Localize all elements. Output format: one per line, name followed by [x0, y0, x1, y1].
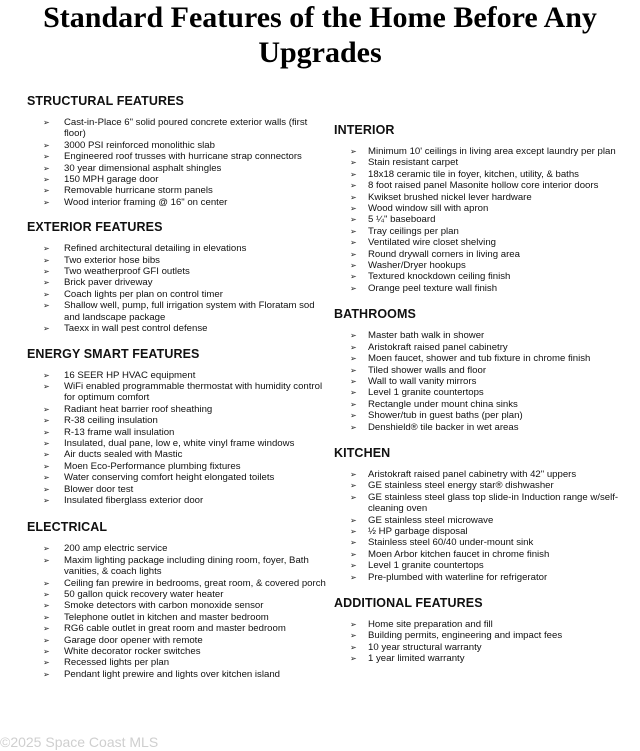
feature-item: [27, 495, 327, 506]
arrow-bullet-icon: ➢: [43, 278, 50, 288]
feature-item: [334, 226, 640, 237]
feature-item: [334, 642, 640, 653]
page-title: [0, 0, 640, 70]
feature-item: [27, 277, 327, 288]
feature-text: Ventilated wire closet shelving: [368, 237, 496, 249]
feature-item: [27, 323, 327, 334]
section-heading: BATHROOMS: [334, 307, 416, 322]
arrow-bullet-icon: ➢: [350, 620, 357, 629]
section-additional-features: [334, 596, 640, 665]
feature-item: [27, 555, 327, 578]
feature-text: Kwikset brushed nickel lever hardware: [368, 191, 532, 203]
arrow-bullet-icon: ➢: [43, 544, 50, 554]
arrow-bullet-icon: ➢: [43, 658, 50, 668]
feature-text: Tray ceilings per plan: [368, 225, 459, 237]
arrow-bullet-icon: ➢: [43, 484, 50, 494]
feature-list: [334, 330, 640, 433]
arrow-bullet-icon: ➢: [43, 255, 50, 265]
feature-item: [334, 180, 640, 191]
feature-list: [27, 543, 327, 680]
feature-text: 5 ¼" baseboard: [368, 214, 436, 226]
feature-item: [27, 151, 327, 162]
feature-item: [334, 271, 640, 282]
feature-item: [27, 415, 327, 426]
section-structural-features: [27, 94, 327, 208]
arrow-bullet-icon: ➢: [43, 461, 50, 471]
feature-item: [27, 185, 327, 196]
arrow-bullet-icon: ➢: [43, 473, 50, 483]
arrow-bullet-icon: ➢: [43, 175, 50, 185]
feature-item: [334, 387, 640, 398]
feature-item: [27, 600, 327, 611]
feature-item: [27, 461, 327, 472]
arrow-bullet-icon: ➢: [350, 515, 357, 525]
section-heading: ADDITIONAL FEATURES: [334, 596, 483, 610]
arrow-bullet-icon: ➢: [350, 169, 357, 179]
feature-text: Coach lights per plan on control timer: [64, 288, 223, 300]
feature-text: 1 year limited warranty: [368, 653, 465, 665]
arrow-bullet-icon: ➢: [350, 215, 357, 225]
arrow-bullet-icon: ➢: [350, 376, 357, 386]
arrow-bullet-icon: ➢: [43, 590, 50, 599]
feature-text: Textured knockdown ceiling finish: [368, 271, 511, 283]
feature-text: GE stainless steel microwave: [368, 514, 494, 526]
feature-text: R-13 frame wall insulation: [64, 426, 175, 438]
arrow-bullet-icon: ➢: [43, 289, 50, 299]
feature-item: [27, 589, 327, 600]
feature-text: Orange peel texture wall finish: [368, 282, 498, 294]
arrow-bullet-icon: ➢: [350, 283, 357, 293]
feature-text: RG6 cable outlet in great room and master bedroom: [64, 623, 286, 635]
arrow-bullet-icon: ➢: [350, 354, 357, 364]
feature-item: [27, 623, 327, 634]
section-bathrooms: [334, 307, 640, 433]
arrow-bullet-icon: ➢: [350, 642, 357, 652]
feature-text: Minimum 10' ceilings in living area except laundry per plan: [368, 146, 616, 157]
section-electrical: [27, 520, 327, 680]
section-heading: ENERGY SMART FEATURES: [27, 346, 200, 361]
feature-item: [334, 376, 640, 387]
feature-item: [334, 480, 640, 491]
feature-item: [334, 526, 640, 537]
feature-item: [27, 657, 327, 668]
feature-text: 16 SEER HP HVAC equipment: [64, 369, 196, 381]
arrow-bullet-icon: ➢: [43, 163, 50, 173]
feature-text: Blower door test: [64, 483, 134, 495]
feature-item: [27, 578, 327, 589]
feature-item: [27, 669, 327, 680]
feature-item: [334, 237, 640, 248]
feature-text: Garage door opener with remote: [64, 634, 203, 646]
feature-item: [27, 404, 327, 415]
section-energy-smart-features: [27, 347, 327, 507]
feature-text: Moen Arbor kitchen faucet in chrome finish: [368, 548, 550, 560]
arrow-bullet-icon: ➢: [43, 118, 50, 127]
feature-text: Aristokraft raised panel cabinetry with 42" uppers: [368, 468, 577, 480]
feature-item: [27, 140, 327, 151]
arrow-bullet-icon: ➢: [350, 538, 357, 548]
feature-text: WiFi enabled programmable thermostat with humidity control for optimum comfort: [64, 380, 323, 404]
feature-item: [27, 472, 327, 483]
feature-item: [27, 484, 327, 495]
feature-text: 8 foot raised panel Masonite hollow core interior doors: [368, 180, 599, 192]
feature-text: Shower/tub in guest baths (per plan): [368, 410, 523, 422]
feature-item: [334, 619, 640, 630]
feature-item: [334, 330, 640, 341]
arrow-bullet-icon: ➢: [350, 411, 357, 421]
feature-item: [334, 283, 640, 294]
feature-item: [27, 381, 327, 404]
arrow-bullet-icon: ➢: [43, 152, 50, 162]
feature-text: Wood window sill with apron: [368, 203, 489, 215]
arrow-bullet-icon: ➢: [43, 404, 50, 414]
arrow-bullet-icon: ➢: [43, 438, 50, 448]
section-heading: KITCHEN: [334, 445, 391, 460]
arrow-bullet-icon: ➢: [43, 612, 50, 622]
feature-list: [334, 469, 640, 583]
feature-item: [334, 399, 640, 410]
feature-item: [27, 612, 327, 623]
feature-text: Pre-plumbed with waterline for refrigerator: [368, 571, 548, 583]
section-heading: EXTERIOR FEATURES: [27, 220, 163, 235]
arrow-bullet-icon: ➢: [43, 324, 50, 334]
feature-text: Two weatherproof GFI outlets: [64, 266, 190, 278]
feature-item: [27, 174, 327, 185]
arrow-bullet-icon: ➢: [43, 555, 50, 565]
arrow-bullet-icon: ➢: [350, 469, 357, 479]
section-interior: [334, 123, 640, 294]
arrow-bullet-icon: ➢: [43, 197, 50, 207]
feature-text: Moen Eco-Performance plumbing fixtures: [64, 460, 241, 472]
feature-item: [334, 653, 640, 664]
feature-text: Level 1 granite countertops: [368, 560, 484, 572]
feature-item: [334, 410, 640, 421]
feature-item: [27, 117, 327, 140]
feature-text: Aristokraft raised panel cabinetry: [368, 341, 508, 353]
section-heading: INTERIOR: [334, 123, 395, 137]
feature-text: 200 amp electric service: [64, 543, 168, 555]
section-heading: STRUCTURAL FEATURES: [27, 94, 184, 108]
feature-text: GE stainless steel energy star® dishwasher: [368, 480, 554, 492]
arrow-bullet-icon: ➢: [350, 388, 357, 398]
arrow-bullet-icon: ➢: [350, 572, 357, 582]
arrow-bullet-icon: ➢: [43, 669, 50, 679]
section-heading: ELECTRICAL: [27, 520, 108, 535]
arrow-bullet-icon: ➢: [350, 492, 357, 502]
feature-item: [27, 449, 327, 460]
arrow-bullet-icon: ➢: [43, 370, 50, 380]
feature-text: Maxim lighting package including dining room, foyer, Bath vanities, & coach lights: [64, 554, 309, 578]
feature-item: [334, 342, 640, 353]
arrow-bullet-icon: ➢: [43, 495, 50, 505]
feature-text: 50 gallon quick recovery water heater: [64, 589, 224, 600]
arrow-bullet-icon: ➢: [350, 654, 357, 664]
feature-item: [27, 243, 327, 254]
feature-item: [27, 646, 327, 657]
section-exterior-features: [27, 220, 327, 334]
arrow-bullet-icon: ➢: [43, 450, 50, 460]
feature-text: Insulated, dual pane, low e, white vinyl frame windows: [64, 437, 295, 449]
feature-text: Rectangle under mount china sinks: [368, 398, 518, 410]
feature-text: Brick paver driveway: [64, 277, 153, 289]
feature-text: Stainless steel 60/40 under-mount sink: [368, 537, 534, 549]
arrow-bullet-icon: ➢: [43, 624, 50, 634]
arrow-bullet-icon: ➢: [350, 631, 357, 641]
feature-text: Shallow well, pump, full irrigation system with Floratam sod and landscape package: [64, 300, 315, 323]
feature-text: Ceiling fan prewire in bedrooms, great room, & covered porch: [64, 577, 326, 589]
feature-item: [334, 560, 640, 571]
arrow-bullet-icon: ➢: [350, 261, 357, 271]
arrow-bullet-icon: ➢: [43, 635, 50, 645]
feature-item: [334, 572, 640, 583]
feature-text: Level 1 granite countertops: [368, 387, 484, 399]
feature-text: Round drywall corners in living area: [368, 248, 520, 260]
feature-text: Tiled shower walls and floor: [368, 364, 487, 376]
arrow-bullet-icon: ➢: [350, 526, 357, 536]
feature-item: [334, 492, 640, 515]
arrow-bullet-icon: ➢: [350, 365, 357, 375]
arrow-bullet-icon: ➢: [350, 561, 357, 571]
arrow-bullet-icon: ➢: [43, 301, 50, 311]
arrow-bullet-icon: ➢: [350, 226, 357, 236]
arrow-bullet-icon: ➢: [43, 647, 50, 657]
arrow-bullet-icon: ➢: [43, 244, 50, 254]
feature-text: Engineered roof trusses with hurricane strap connectors: [64, 151, 302, 163]
feature-item: [27, 289, 327, 300]
left-column: [27, 94, 327, 680]
section-kitchen: [334, 446, 640, 583]
feature-list: [334, 619, 640, 665]
arrow-bullet-icon: ➢: [350, 158, 357, 168]
arrow-bullet-icon: ➢: [350, 249, 357, 259]
feature-text: GE stainless steel glass top slide-in Induction range w/self-cleaning oven: [368, 491, 619, 515]
feature-text: Recessed lights per plan: [64, 657, 170, 669]
feature-text: 150 MPH garage door: [64, 174, 159, 186]
feature-text: ½ HP garbage disposal: [368, 525, 468, 537]
feature-item: [334, 353, 640, 364]
feature-item: [334, 365, 640, 376]
feature-item: [334, 549, 640, 560]
feature-item: [27, 197, 327, 208]
feature-text: Wood interior framing @ 16" on center: [64, 196, 228, 208]
arrow-bullet-icon: ➢: [350, 147, 357, 156]
feature-text: Refined architectural detailing in elevations: [64, 243, 247, 255]
title-line-1: Standard Features of the Home Before Any: [43, 1, 597, 34]
arrow-bullet-icon: ➢: [350, 192, 357, 202]
title-line-2: Upgrades: [258, 36, 382, 69]
feature-item: [27, 427, 327, 438]
arrow-bullet-icon: ➢: [350, 331, 357, 341]
feature-item: [27, 543, 327, 554]
feature-text: White decorator rocker switches: [64, 646, 201, 658]
feature-text: Taexx in wall pest control defense: [64, 323, 208, 335]
arrow-bullet-icon: ➢: [350, 399, 357, 409]
feature-item: [334, 249, 640, 260]
feature-text: Wall to wall vanity mirrors: [368, 375, 477, 387]
feature-item: [334, 537, 640, 548]
arrow-bullet-icon: ➢: [350, 204, 357, 214]
arrow-bullet-icon: ➢: [350, 238, 357, 248]
feature-text: Smoke detectors with carbon monoxide sensor: [64, 600, 264, 612]
arrow-bullet-icon: ➢: [350, 422, 357, 432]
arrow-bullet-icon: ➢: [43, 416, 50, 426]
feature-item: [27, 266, 327, 277]
feature-item: [27, 255, 327, 266]
arrow-bullet-icon: ➢: [43, 381, 50, 391]
arrow-bullet-icon: ➢: [43, 186, 50, 196]
feature-item: [334, 260, 640, 271]
feature-text: Stain resistant carpet: [368, 157, 459, 169]
feature-item: [27, 370, 327, 381]
feature-text: 10 year structural warranty: [368, 641, 482, 653]
feature-text: Removable hurricane storm panels: [64, 185, 213, 197]
right-column: [334, 123, 640, 665]
feature-text: 18x18 ceramic tile in foyer, kitchen, utility, & baths: [368, 168, 579, 180]
feature-text: Home site preparation and fill: [368, 619, 493, 630]
feature-text: Pendant light prewire and lights over kitchen island: [64, 668, 280, 680]
feature-list: [27, 117, 327, 208]
feature-item: [27, 163, 327, 174]
feature-text: Water conserving comfort height elongated toilets: [64, 472, 275, 484]
feature-text: Moen faucet, shower and tub fixture in chrome finish: [368, 353, 591, 365]
copyright-watermark: ©2025 Space Coast MLS: [0, 734, 159, 750]
feature-list: [27, 370, 327, 507]
arrow-bullet-icon: ➢: [350, 342, 357, 352]
feature-item: [27, 438, 327, 449]
feature-text: 30 year dimensional asphalt shingles: [64, 162, 222, 174]
feature-text: Denshield® tile backer in wet areas: [368, 421, 519, 433]
feature-text: Insulated fiberglass exterior door: [64, 494, 204, 506]
feature-text: Telephone outlet in kitchen and master bedroom: [64, 611, 269, 623]
arrow-bullet-icon: ➢: [43, 140, 50, 150]
feature-list: [334, 146, 640, 294]
feature-item: [334, 157, 640, 168]
feature-text: Building permits, engineering and impact fees: [368, 630, 563, 642]
feature-text: R-38 ceiling insulation: [64, 415, 158, 427]
feature-text: Two exterior hose bibs: [64, 254, 160, 266]
feature-item: [334, 203, 640, 214]
feature-item: [334, 515, 640, 526]
arrow-bullet-icon: ➢: [350, 181, 357, 191]
feature-text: Master bath walk in shower: [368, 330, 485, 342]
feature-item: [334, 469, 640, 480]
feature-item: [334, 422, 640, 433]
feature-item: [334, 630, 640, 641]
feature-text: 3000 PSI reinforced monolithic slab: [64, 139, 215, 151]
feature-item: [334, 192, 640, 203]
feature-item: [27, 300, 327, 323]
arrow-bullet-icon: ➢: [350, 272, 357, 282]
arrow-bullet-icon: ➢: [43, 427, 50, 437]
feature-text: Cast-in-Place 6" solid poured concrete exterior walls (first floor): [64, 117, 308, 140]
arrow-bullet-icon: ➢: [350, 549, 357, 559]
feature-list: [27, 243, 327, 334]
feature-item: [334, 146, 640, 157]
feature-text: Air ducts sealed with Mastic: [64, 449, 183, 461]
feature-text: Radiant heat barrier roof sheathing: [64, 403, 213, 415]
arrow-bullet-icon: ➢: [43, 578, 50, 588]
feature-item: [27, 635, 327, 646]
arrow-bullet-icon: ➢: [43, 601, 50, 611]
feature-item: [334, 169, 640, 180]
arrow-bullet-icon: ➢: [43, 267, 50, 277]
arrow-bullet-icon: ➢: [350, 481, 357, 491]
feature-text: Washer/Dryer hookups: [368, 260, 466, 272]
feature-item: [334, 214, 640, 225]
